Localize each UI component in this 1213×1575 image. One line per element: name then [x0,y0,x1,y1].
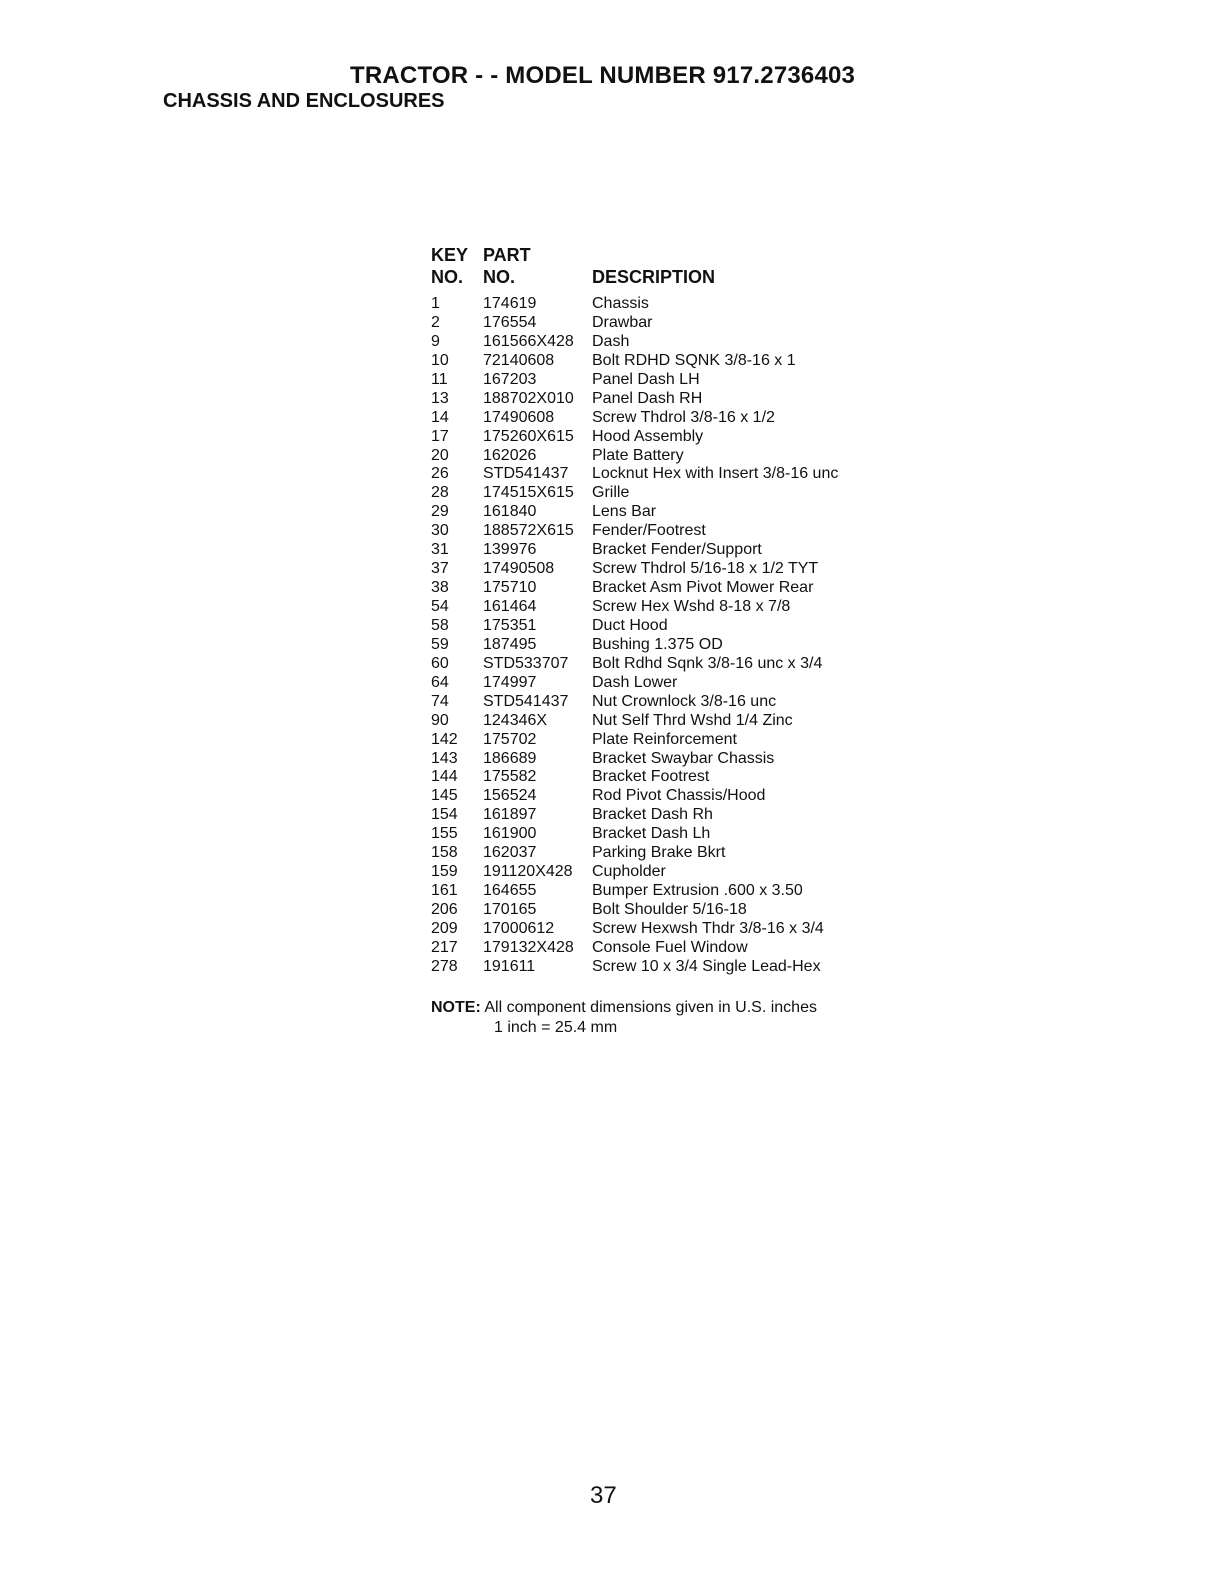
key-cell: 155 [431,825,458,843]
description-cell: Grille [592,484,630,502]
description-cell: Bolt Rdhd Sqnk 3/8-16 unc x 3/4 [592,654,823,672]
table-row [431,636,951,655]
description-cell: Chassis [592,295,649,312]
description-cell: Panel Dash RH [592,389,703,407]
description-cell: Bracket Fender/Support [592,541,762,559]
key-cell: 14 [431,408,449,426]
parts-list-header [431,245,951,295]
key-cell: 143 [431,749,458,767]
table-row [431,731,951,750]
part-number-cell: 162026 [483,446,537,464]
table-row [431,920,951,939]
part-number-cell: 124346X [483,711,548,729]
key-cell: 37 [431,560,449,578]
description-cell: Lens Bar [592,503,657,521]
table-row [431,371,951,390]
part-number-cell: 174515X615 [483,484,574,502]
table-row [431,447,951,466]
key-cell: 11 [431,370,448,388]
key-cell: 13 [431,389,449,407]
description-cell: Console Fuel Window [592,938,748,956]
key-cell: 10 [431,351,449,369]
key-cell: 209 [431,919,458,937]
table-row [431,882,951,901]
part-number-cell: 72140608 [483,351,555,369]
key-cell: 59 [431,635,449,653]
description-cell: Screw Hex Wshd 8-18 x 7/8 [592,598,791,615]
description-cell: Nut Crownlock 3/8-16 unc [592,692,777,710]
part-number-cell: STD541437 [483,692,569,710]
table-row [431,503,951,522]
table-row [431,768,951,787]
key-cell: 30 [431,522,449,540]
table-row [431,295,951,314]
key-cell: 26 [431,465,449,483]
key-cell: 159 [431,863,458,881]
table-row [431,522,951,541]
note-line2: 1 inch = 25.4 mm [494,1019,618,1036]
key-cell: 154 [431,806,458,824]
part-number-cell: 161464 [483,598,537,615]
key-cell: 17 [431,427,449,445]
table-row [431,390,951,409]
key-cell: 28 [431,484,449,502]
table-row [431,901,951,920]
description-cell: Plate Reinforcement [592,730,737,748]
table-row [431,939,951,958]
part-number-cell: 175710 [483,579,537,597]
part-number-cell: 167203 [483,370,537,388]
table-row [431,617,951,636]
description-cell: Bracket Dash Lh [592,825,711,843]
part-number-cell: 175260X615 [483,427,574,445]
key-cell: 2 [431,313,440,331]
key-cell: 158 [431,844,458,862]
part-number-cell: 175702 [483,730,537,748]
description-cell: Dash [592,332,630,350]
part-number-cell: 175351 [483,616,537,634]
table-row [431,560,951,579]
table-row [431,579,951,598]
part-column-header-line1: PART [483,245,531,265]
part-number-cell: 162037 [483,844,537,862]
table-row [431,863,951,882]
description-cell: Dash Lower [592,673,678,691]
part-number-cell: 161840 [483,503,537,521]
table-row [431,541,951,560]
part-number-cell: 139976 [483,541,537,559]
key-cell: 1 [431,295,440,312]
description-cell: Bushing 1.375 OD [592,635,723,653]
table-row [431,712,951,731]
part-number-cell: 191611 [483,957,536,975]
part-number-cell: 156524 [483,787,537,805]
table-row [431,598,951,617]
part-column-header-line2: NO. [483,267,516,287]
section-title: CHASSIS AND ENCLOSURES [163,90,445,112]
table-row [431,428,951,447]
table-row [431,484,951,503]
note-label: NOTE: [431,999,481,1016]
key-cell: 54 [431,598,449,615]
part-number-cell: 164655 [483,882,537,900]
table-row [431,674,951,693]
key-cell: 145 [431,787,458,805]
description-cell: Bracket Swaybar Chassis [592,749,775,767]
parts-list [431,245,951,977]
description-cell: Fender/Footrest [592,522,706,540]
note [431,998,817,1038]
description-cell: Bracket Dash Rh [592,806,713,824]
part-number-cell: 17490508 [483,560,555,578]
description-cell: Bumper Extrusion .600 x 3.50 [592,882,803,900]
description-cell: Parking Brake Bkrt [592,844,726,862]
part-number-cell: 175582 [483,768,537,786]
part-number-cell: STD533707 [483,654,569,672]
description-cell: Screw Thdrol 5/16-18 x 1/2 TYT [592,560,819,578]
table-row [431,806,951,825]
description-cell: Panel Dash LH [592,370,700,388]
key-cell: 90 [431,711,449,729]
description-cell: Hood Assembly [592,427,704,445]
key-column-header-line2: NO. [431,267,464,287]
table-row [431,465,951,484]
table-row [431,352,951,371]
part-number-cell: 161566X428 [483,332,574,350]
description-cell: Bolt Shoulder 5/16-18 [592,901,747,918]
part-number-cell: 179132X428 [483,938,574,956]
key-cell: 206 [431,901,458,918]
key-cell: 278 [431,957,458,975]
description-cell: Locknut Hex with Insert 3/8-16 unc [592,465,839,483]
key-cell: 29 [431,503,449,521]
part-number-cell: 174997 [483,673,537,691]
part-number-cell: 170165 [483,901,537,918]
table-row [431,409,951,428]
table-row [431,750,951,769]
table-row [431,958,951,977]
page-number: 37 [590,1482,617,1509]
part-number-cell: 17000612 [483,919,555,937]
key-cell: 74 [431,692,449,710]
table-row [431,693,951,712]
key-cell: 9 [431,332,440,350]
key-cell: 31 [431,541,449,559]
table-row [431,333,951,352]
key-cell: 38 [431,579,449,597]
part-number-cell: 188702X010 [483,389,574,407]
note-line1: All component dimensions given in U.S. inches [484,999,817,1016]
description-column-header: DESCRIPTION [592,267,716,287]
part-number-cell: 17490608 [483,408,555,426]
parts-rows [431,295,951,977]
part-number-cell: 161897 [483,806,537,824]
description-cell: Bracket Footrest [592,768,710,786]
key-cell: 60 [431,654,449,672]
key-column-header-line1: KEY [431,245,469,265]
table-row [431,844,951,863]
part-number-cell: 186689 [483,749,537,767]
page-title: TRACTOR - - MODEL NUMBER 917.2736403 [350,62,856,89]
part-number-cell: 191120X428 [483,863,573,881]
part-number-cell: 174619 [483,295,537,312]
key-cell: 144 [431,768,458,786]
key-cell: 58 [431,616,449,634]
table-row [431,655,951,674]
table-row [431,314,951,333]
description-cell: Drawbar [592,313,653,331]
description-cell: Bolt RDHD SQNK 3/8-16 x 1 [592,351,796,369]
key-cell: 142 [431,730,458,748]
description-cell: Nut Self Thrd Wshd 1/4 Zinc [592,711,793,729]
key-cell: 217 [431,938,458,956]
part-number-cell: 161900 [483,825,537,843]
part-number-cell: 188572X615 [483,522,574,540]
key-cell: 161 [431,882,458,900]
description-cell: Screw Hexwsh Thdr 3/8-16 x 3/4 [592,919,824,937]
description-cell: Screw Thdrol 3/8-16 x 1/2 [592,408,775,426]
description-cell: Screw 10 x 3/4 Single Lead-Hex [592,957,821,975]
description-cell: Rod Pivot Chassis/Hood [592,787,766,805]
description-cell: Duct Hood [592,616,668,634]
description-cell: Plate Battery [592,446,684,464]
part-number-cell: 187495 [483,635,537,653]
table-row [431,787,951,806]
description-cell: Bracket Asm Pivot Mower Rear [592,579,814,597]
table-row [431,825,951,844]
part-number-cell: STD541437 [483,465,569,483]
part-number-cell: 176554 [483,313,537,331]
key-cell: 64 [431,673,449,691]
key-cell: 20 [431,446,449,464]
description-cell: Cupholder [592,863,666,881]
